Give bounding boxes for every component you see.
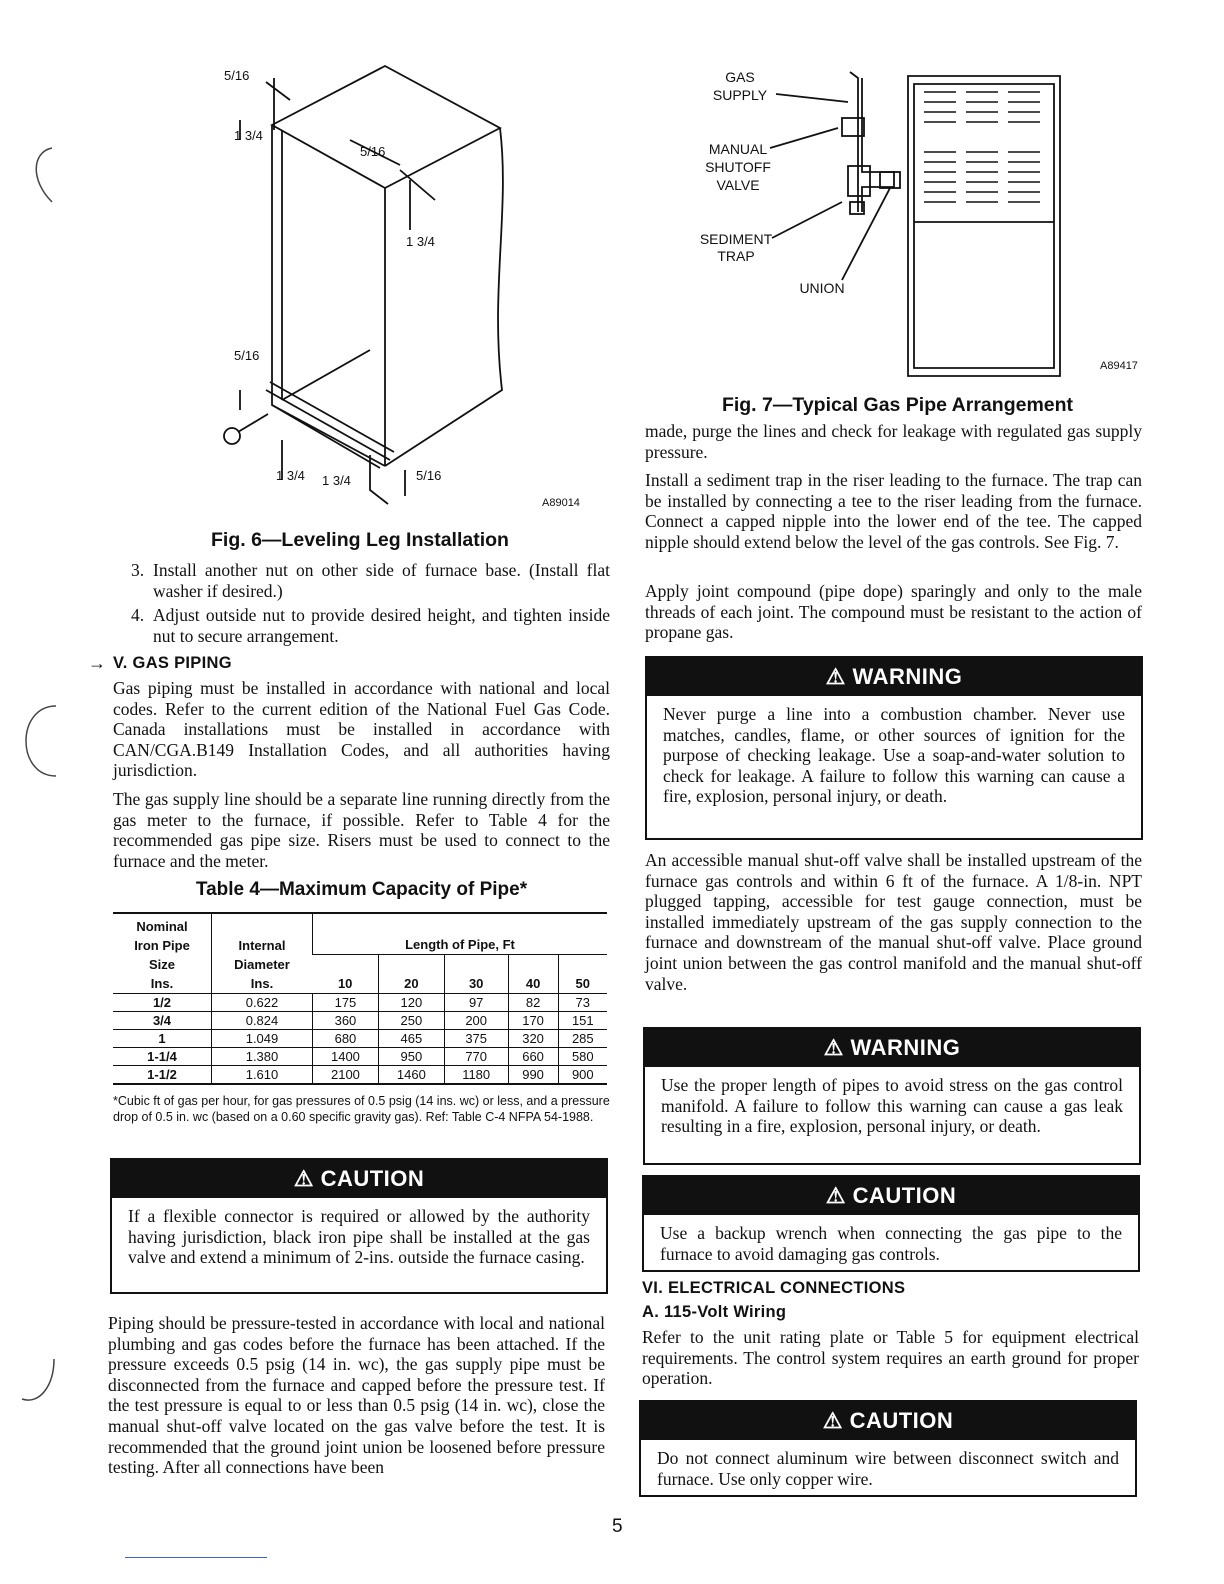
col-header-size: Nominal Iron Pipe Size Ins. [134,918,190,991]
table-row: 3/4 0.824 360 250 200 170 151 [113,1012,607,1030]
fig7-id: A89417 [1100,360,1138,372]
table-row: 1/2 0.622 175 120 97 82 73 [113,994,607,1012]
caution-header: ⚠ CAUTION [641,1402,1135,1440]
subsection-heading-115v: A. 115-Volt Wiring [642,1303,787,1321]
warning-header: ⚠ WARNING [645,1029,1139,1067]
table-row: 1 1.049 680 465 375 320 285 [113,1030,607,1048]
length-30: 30 [444,955,508,994]
binder-hole-mark [22,140,72,210]
fig6-leveling-leg-drawing [210,60,610,520]
page-number: 5 [612,1516,623,1537]
caution-box [639,1400,1137,1497]
col-header-length: Length of Pipe, Ft [313,914,608,955]
warning-text: Use the proper length of pipes to avoid stress on the gas control manifold. A failure to follow this warning can cause a gas leak resulting in a fire, explosion, personal injury, or death. [661,1075,1123,1137]
fig7-label: MANUAL [708,141,768,157]
warning-text: Never purge a line into a combustion chamber. Never use matches, candles, flame, or other sources of ignition for the purpose of checking leakage. Use a soap-and-water solution to check for leakage. A failure to follow this warning can cause a fire, explosion, personal injury, or death. [663,704,1125,807]
paragraph: An accessible manual shut-off valve shall be installed upstream of the furnace gas controls and within 6 ft of the furnace. A 1/8-in. NPT plugged tapping, accessible for test gauge connection, must be installed immediately upstream of the gas supply connection to the furnace and downstream of the manual shut-off valve. Place ground joint union between the gas control manifold and the manual shut-off valve. [645,850,1142,994]
warning-box [645,656,1143,840]
dim-label: 5/16 [360,144,386,159]
paragraph: Apply joint compound (pipe dope) sparingly and only to the male threads of each joint. The compound must be resistant to the action of propane gas. [645,581,1142,643]
paragraph: Refer to the unit rating plate or Table 5 for equipment electrical requirements. The control system requires an earth ground for proper operation. [642,1327,1139,1389]
paragraph: made, purge the lines and check for leakage with regulated gas supply pressure. [645,421,1142,462]
bottom-rule [125,1557,267,1558]
fig7-label: UNION [799,280,845,296]
table-4-title: Table 4—Maximum Capacity of Pipe* [195,879,528,900]
dim-label: 1 3/4 [322,473,351,488]
fig7-label: GAS [725,69,755,85]
section-heading-gas-piping: V. GAS PIPING [113,654,232,672]
fig7-label: VALVE [716,177,760,193]
fig7-gas-pipe-drawing [690,62,1150,387]
caution-box [110,1158,608,1294]
fig7-caption: Fig. 7—Typical Gas Pipe Arrangement [721,394,1074,416]
paragraph: Install a sediment trap in the riser leading to the furnace. The trap can be installed by connecting a tee to the riser leading from the furnace. Connect a capped nipple into the lower end of the tee. The capped nipple should extend below the level of the gas controls. See Fig. 7. [645,470,1142,552]
table-row: 1-1/2 1.610 2100 1460 1180 990 900 [113,1066,607,1084]
paragraph: Piping should be pressure-tested in accordance with local and national plumbing and gas codes before the furnace has been attached. If the pressure exceeds 0.5 psig (14 in. wc), the gas supply pipe must be disconnected from the furnace and capped before the pressure test. If the test pressure is equal to or less than 0.5 psig (14 in. wc), close the manual shut-off valve located on the gas valve before the test. It is recommended that the ground joint union be loosened before pressure testing. After all connections have been [108,1313,605,1478]
caution-text: If a flexible connector is required or allowed by the authority having jurisdiction, black iron pipe shall be installed at the gas valve and extend a minimum of 2-ins. outside the furnace casing. [128,1206,590,1268]
step-3-text: Install another nut on other side of furnace base. (Install flat washer if desired.) [153,560,610,601]
caution-header: ⚠ CAUTION [112,1160,606,1198]
dim-label: 5/16 [416,468,442,483]
step-number: 3. [131,560,145,580]
length-10: 10 [337,976,353,991]
col-header-diameter: Internal Diameter Ins. [212,914,313,994]
table-4 [113,912,607,1085]
caution-text: Do not connect aluminum wire between disconnect switch and furnace. Use only copper wire. [657,1448,1119,1489]
binder-hole-mark [14,700,64,790]
binder-hole-mark [14,1355,64,1415]
warning-triangle-icon: ⚠ [825,664,846,689]
dim-label: 1 3/4 [234,128,263,143]
dim-label: 5/16 [234,348,260,363]
caution-text: Use a backup wrench when connecting the gas pipe to the furnace to avoid damaging gas controls. [660,1223,1122,1264]
warning-triangle-icon: ⚠ [293,1166,314,1191]
warning-header: ⚠ WARNING [647,658,1141,696]
dim-label: 1 3/4 [276,468,305,483]
paragraph: Gas piping must be installed in accordance with national and local codes. Refer to the current edition of the National Fuel Gas Code. Canada installations must be installed in accordance with CAN/CGA.B149 Installation Codes, and all authorities having jurisdiction. [113,678,610,781]
length-50: 50 [558,955,607,994]
caution-box [642,1175,1140,1272]
dim-label: 1 3/4 [406,234,435,249]
revision-arrow: → [88,653,107,673]
fig6-id: A89014 [542,497,580,509]
fig7-label: TRAP [717,248,755,264]
warning-box [643,1027,1141,1165]
table-row: 1-1/4 1.380 1400 950 770 660 580 [113,1048,607,1066]
paragraph: The gas supply line should be a separate line running directly from the gas meter to the furnace, if possible. Refer to Table 4 for the recommended gas pipe size. Risers must be used to connect to the furnace and the meter. [113,789,610,871]
step-4-text: Adjust outside nut to provide desired height, and tighten inside nut to secure arrangement. [153,605,610,646]
fig6-caption: Fig. 6—Leveling Leg Installation [211,529,509,551]
fig7-label: SHUTOFF [705,159,771,175]
warning-triangle-icon: ⚠ [825,1183,846,1208]
section-heading-electrical: VI. ELECTRICAL CONNECTIONS [642,1279,906,1297]
table-footnote: *Cubic ft of gas per hour, for gas pressures of 0.5 psig (14 ins. wc) or less, and a pressure drop of 0.5 in. wc (based on a 0.60 specific gravity gas). Ref: Table C-4 NFPA 54-1988. [113,1094,610,1124]
fig7-label: SEDIMENT [699,231,773,247]
step-number: 4. [131,605,145,625]
length-20: 20 [378,955,444,994]
caution-header: ⚠ CAUTION [644,1177,1138,1215]
fig7-label: SUPPLY [712,87,768,103]
length-40: 40 [508,955,558,994]
warning-triangle-icon: ⚠ [822,1408,843,1433]
warning-triangle-icon: ⚠ [823,1035,844,1060]
dim-label: 5/16 [224,68,250,83]
